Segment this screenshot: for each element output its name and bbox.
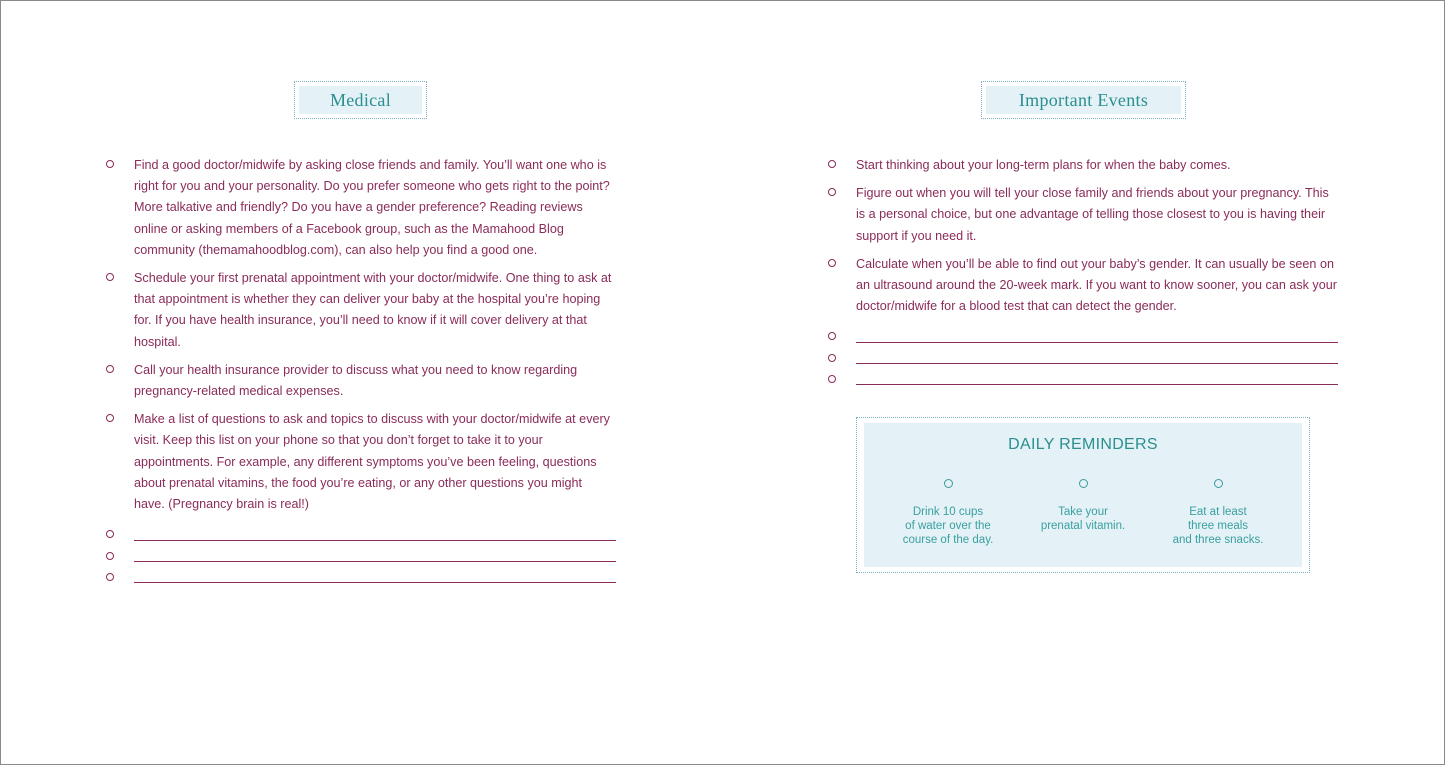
checklist-item-text: Start thinking about your long-term plans for when the baby comes.: [856, 158, 1231, 172]
blank-checklist-row[interactable]: [856, 346, 1338, 367]
medical-heading-box: [294, 81, 427, 119]
checklist-item-text: Calculate when you’ll be able to find out your baby’s gender. It can usually be seen on an ultrasound around the 20-week mark. If you want to know sooner, you can ask your doctor/midwife for a blood test that can detect the gender.: [856, 256, 1337, 314]
checklist-item-text: Make a list of questions to ask and topics to discuss with your doctor/midwife at every visit. Keep this list on your phone so that you don’t forget to take it to your appointments. For example, any different symptoms you’ve been feeling, questions about prenatal vitamins, the food you’re eating, or any other questions you might have. (Pregnancy brain is real!): [134, 412, 610, 512]
checkbox-circle[interactable]: [106, 552, 114, 560]
reminder-text: Take your prenatal vitamin.: [1040, 506, 1126, 532]
checklist-item-text: Call your health insurance provider to discuss what you need to know regarding pregnancy-related medical expenses.: [134, 362, 578, 399]
reminder-item: [883, 479, 1013, 547]
checklist-item: [134, 268, 616, 353]
checkbox-circle[interactable]: [944, 479, 953, 488]
daily-reminders-box: [856, 417, 1310, 573]
write-in-line: [134, 561, 616, 562]
checkbox-circle[interactable]: [828, 375, 836, 383]
daily-reminders-panel: [864, 423, 1302, 567]
checkbox-circle[interactable]: [106, 365, 114, 373]
daily-reminders-title: DAILY REMINDERS: [1008, 436, 1158, 453]
reminder-item: [1018, 479, 1148, 533]
checklist-item-text: Find a good doctor/midwife by asking close friends and family. You’ll want one who is right for you and your personality. Do you prefer someone who gets right to the point? More talkative and friendly? Do you have a gender preference? Reading reviews online or asking members of a Facebook group, such as the Mamahood Blog community (themamahoodblog.com), can also help you find a good one.: [134, 158, 610, 257]
checklist-item: [856, 155, 1338, 176]
medical-checklist: [134, 155, 616, 586]
events-heading: Important Events: [986, 86, 1181, 114]
checklist-item: [134, 360, 616, 402]
write-in-line: [134, 540, 616, 541]
checklist-item: [134, 155, 616, 261]
reminder-text: Drink 10 cups of water over the course of the day.: [902, 506, 994, 546]
checkbox-circle[interactable]: [1214, 479, 1223, 488]
checkbox-circle[interactable]: [1079, 479, 1088, 488]
checkbox-circle[interactable]: [106, 160, 114, 168]
checklist-item-text: Schedule your first prenatal appointment with your doctor/midwife. One thing to ask at that appointment is whether they can deliver your baby at the hospital you’re hoping for. If you have health insurance, you’ll need to know if it will cover delivery at that hospital.: [134, 271, 612, 349]
write-in-line: [856, 363, 1338, 364]
checkbox-circle[interactable]: [106, 573, 114, 581]
blank-checklist-row[interactable]: [134, 522, 616, 543]
checklist-item: [856, 183, 1338, 247]
checkbox-circle[interactable]: [828, 259, 836, 267]
blank-checklist-row[interactable]: [134, 565, 616, 586]
write-in-line: [134, 582, 616, 583]
blank-checklist-row[interactable]: [856, 324, 1338, 345]
reminder-item: [1153, 479, 1283, 547]
events-checklist: [856, 155, 1338, 388]
reminder-text: Eat at least three meals and three snacks.: [1172, 506, 1264, 546]
write-in-line: [856, 342, 1338, 343]
checklist-item: [134, 409, 616, 515]
checkbox-circle[interactable]: [828, 160, 836, 168]
checkbox-circle[interactable]: [828, 354, 836, 362]
checklist-item: [856, 254, 1338, 318]
blank-checklist-row[interactable]: [134, 544, 616, 565]
write-in-line: [856, 384, 1338, 385]
checklist-item-text: Figure out when you will tell your close family and friends about your pregnancy. This is a personal choice, but one advantage of telling those closest to you is having their support if you need it.: [856, 186, 1329, 243]
events-heading-box: [981, 81, 1186, 119]
blank-checklist-row[interactable]: [856, 367, 1338, 388]
checkbox-circle[interactable]: [106, 273, 114, 281]
medical-heading: Medical: [299, 86, 422, 114]
